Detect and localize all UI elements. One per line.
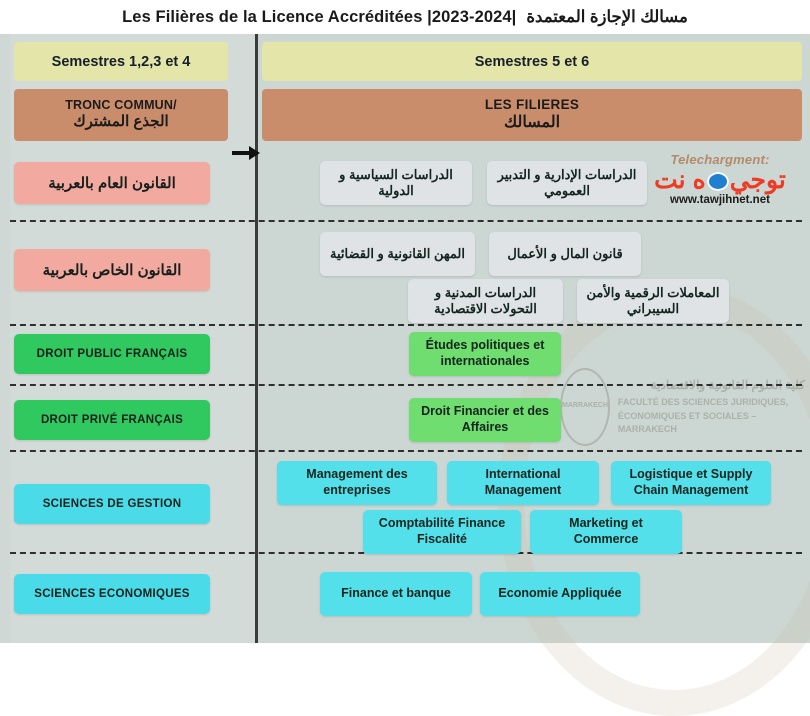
tronc-commun-label-ar: الجذع المشترك xyxy=(73,113,169,131)
right-item-etudes-politiques-internationales[interactable]: Études politiques et internationales xyxy=(409,332,561,376)
right-item-etudes-civiles-ar[interactable]: الدراسات المدنية و التحولات الاقتصادية xyxy=(408,279,563,323)
right-item-comptabilite-finance-fiscalite[interactable]: Comptabilité Finance Fiscalité xyxy=(363,510,521,554)
right-item-droit-financier-affaires[interactable]: Droit Financier et des Affaires xyxy=(409,398,561,442)
right-item-economie-appliquee[interactable]: Economie Appliquée xyxy=(480,572,640,616)
left-item-sciences-economiques[interactable]: SCIENCES ECONOMIQUES xyxy=(14,574,210,614)
section-divider xyxy=(10,324,802,326)
right-item-finance-banque[interactable]: Finance et banque xyxy=(320,572,472,616)
page-header xyxy=(0,0,810,34)
faculty-seal-text: MARRAKECH xyxy=(562,402,608,410)
right-item-transactions-numeriques-ar[interactable]: المعاملات الرقمية والأمن السيبراني xyxy=(577,279,729,323)
right-item-logistique-supply-chain[interactable]: Logistique et Supply Chain Management xyxy=(611,461,771,505)
arrow-right-icon xyxy=(232,146,260,160)
brand-name-ar: توجيه نت xyxy=(654,166,786,194)
right-item-etudes-politiques-ar[interactable]: الدراسات السياسية و الدولية xyxy=(320,161,472,205)
section-divider xyxy=(10,220,802,222)
right-item-marketing-commerce[interactable]: Marketing et Commerce xyxy=(530,510,682,554)
faculty-name-fr: FACULTÉ DES SCIENCES JURIDIQUES, ÉCONOMIQUES ET SOCIALES – MARRAKECH xyxy=(617,397,789,435)
filieres-box xyxy=(262,89,802,141)
left-column-header: Semestres 1,2,3 et 4 xyxy=(14,42,228,81)
left-item-sciences-de-gestion[interactable]: SCIENCES DE GESTION xyxy=(14,484,210,524)
left-item-droit-public-francais[interactable]: DROIT PUBLIC FRANÇAIS xyxy=(14,334,210,374)
download-label: Telechargment: xyxy=(670,152,770,167)
right-item-metiers-juridiques-ar[interactable]: المهن القانونية و القضائية xyxy=(320,232,475,276)
tronc-commun-label-fr: TRONC COMMUN/ xyxy=(65,97,177,112)
page-title-fr: Les Filières de la Licence Accréditées |2023-2024| xyxy=(122,7,517,26)
section-divider xyxy=(10,450,802,452)
filieres-label-fr: LES FILIERES xyxy=(484,96,580,112)
diagram-body xyxy=(0,34,810,643)
column-divider xyxy=(255,34,258,643)
right-column-header: Semestres 5 et 6 xyxy=(262,42,802,81)
right-item-international-management[interactable]: International Management xyxy=(447,461,599,505)
faculty-name-ar: كلية العلوم القانونية والاقتصادية xyxy=(650,378,805,393)
right-item-droit-affaires-ar[interactable]: قانون المال و الأعمال xyxy=(489,232,641,276)
left-item-droit-public-arabe[interactable]: القانون العام بالعربية xyxy=(14,162,210,204)
section-divider xyxy=(10,384,802,386)
tronc-commun-box xyxy=(14,89,228,141)
right-item-etudes-administratives-ar[interactable]: الدراسات الإدارية و التدبير العمومي xyxy=(487,161,647,205)
filieres-label-ar: المسالك xyxy=(503,114,561,132)
page-title-ar: مسالك الإجازة المعتمدة xyxy=(526,8,688,26)
brand-url: www.tawjihnet.net xyxy=(670,194,770,206)
left-item-droit-prive-francais[interactable]: DROIT PRIVÉ FRANÇAIS xyxy=(14,400,210,440)
right-item-management-entreprises[interactable]: Management des entreprises xyxy=(277,461,437,505)
left-item-droit-prive-arabe[interactable]: القانون الخاص بالعربية xyxy=(14,249,210,291)
